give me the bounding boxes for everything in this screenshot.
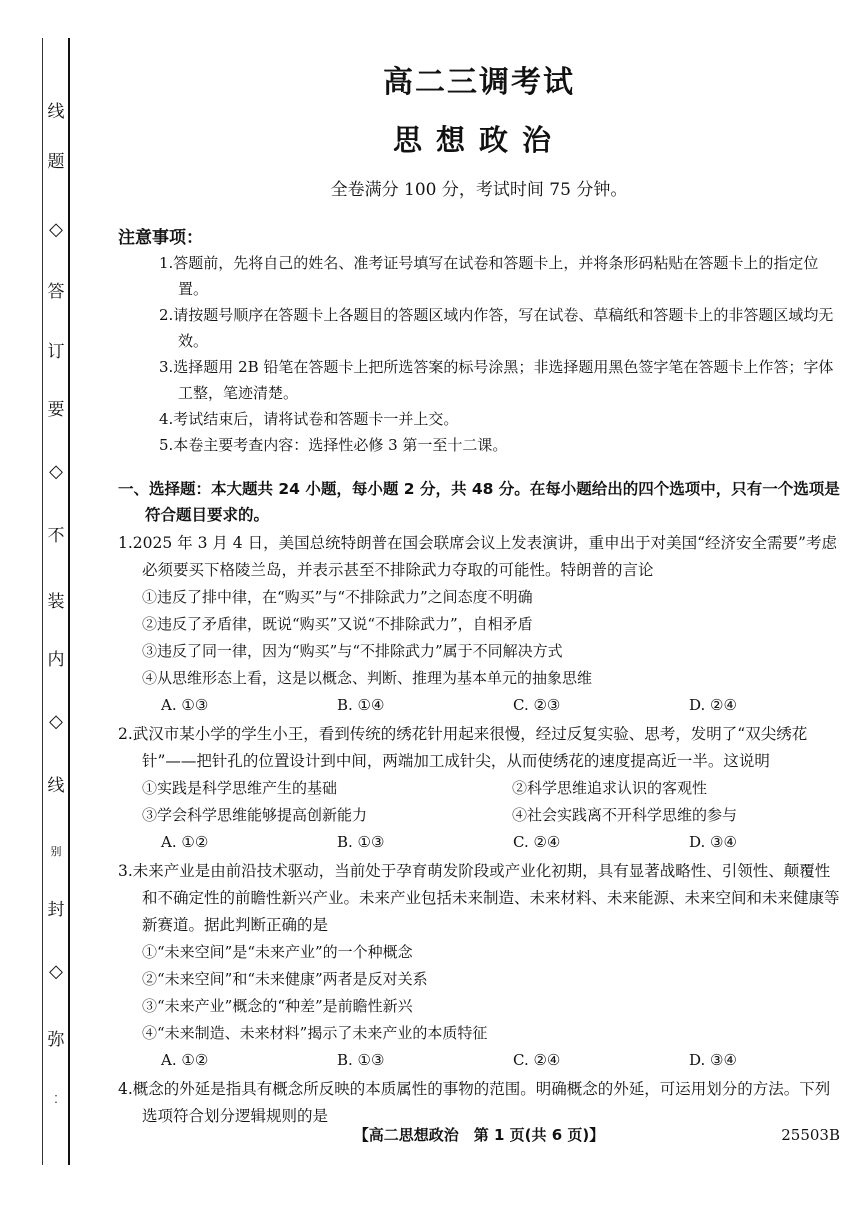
choice-a: A. ①②: [161, 1051, 209, 1069]
choice-a: A. ①③: [161, 696, 209, 714]
section-heading: 一、选择题：本大题共 24 小题，每小题 2 分，共 48 分。在每小题给出的四个选项中，只有一个选项是符合题目要求的。: [118, 480, 840, 524]
choice-d: D. ③④: [689, 1051, 737, 1069]
question-option: ②科学思维追求认识的客观性: [512, 779, 708, 797]
question-stem: 4.概念的外延是指具有概念所反映的本质属性的事物的范围。明确概念的外延，可运用划分的方法。下列选项符合划分逻辑规则的是: [118, 1080, 831, 1125]
notice-item: 5.本卷主要考查内容：选择性必修 3 第一至十二课。: [159, 436, 508, 454]
question-option: ④社会实践离不开科学思维的参与: [512, 806, 738, 824]
exam-info: 全卷满分 100 分，考试时间 75 分钟。: [330, 180, 628, 200]
answer-choices: [118, 829, 840, 856]
footer-page-info: 【高二思想政治 第 1 页(共 6 页)】: [353, 1126, 605, 1144]
binding-mark: 封: [44, 900, 68, 920]
question-3: [118, 858, 840, 1074]
notice-item: 4.考试结束后，请将试卷和答题卡一并上交。: [159, 410, 459, 428]
question-option: ③违反了同一律，因为“购买”与“不排除武力”属于不同解决方式: [142, 642, 563, 660]
question-option: ④从思维形态上看，这是以概念、判断、推理为基本单元的抽象思维: [142, 669, 593, 687]
binding-mark: 题: [44, 152, 68, 172]
question-stem: 1.2025 年 3 月 4 日，美国总统特朗普在国会联席会议上发表演讲，重申出于对美国“经济安全需要”考虑必须要买下格陵兰岛，并表示甚至不排除武力夺取的可能性。特朗普的言论: [118, 534, 837, 579]
notice-item: 2.请按题号顺序在答题卡上各题目的答题区域内作答，写在试卷、草稿纸和答题卡上的非答题区域均无效。: [159, 306, 834, 350]
question-1: [118, 530, 840, 719]
diamond-icon: ◇: [44, 962, 68, 982]
question-option: ③“未来产业”概念的“种差”是前瞻性新兴: [142, 997, 413, 1015]
exam-page: [118, 60, 840, 1130]
binding-mark: 答: [44, 282, 68, 302]
answer-choices: [118, 1047, 840, 1074]
diamond-icon: ◇: [44, 220, 68, 240]
choice-b: B. ①③: [337, 1051, 385, 1069]
choice-b: B. ①③: [337, 833, 385, 851]
binding-strip: [0, 0, 80, 1215]
choice-b: B. ①④: [337, 696, 385, 714]
binding-mark: 线: [44, 102, 68, 122]
binding-mark: 不: [44, 526, 68, 546]
question-option: ①“未来空间”是“未来产业”的一个种概念: [142, 943, 413, 961]
question-stem: 3.未来产业是由前沿技术驱动，当前处于孕育萌发阶段或产业化初期，具有显著战略性、引领性、颠覆性和不确定性的前瞻性新兴产业。未来产业包括未来制造、未来材料、未来能源、未来空间和未来健康等新赛道。据此判断正确的是: [118, 862, 840, 934]
question-option: ①实践是科学思维产生的基础: [142, 779, 338, 797]
binding-mark: 要: [44, 400, 68, 420]
binding-mark: 装: [44, 592, 68, 612]
binding-line-outer: [42, 38, 43, 1165]
notice-heading: 注意事项：: [118, 228, 203, 248]
choice-c: C. ②③: [513, 696, 561, 714]
binding-mark: 弥: [44, 1030, 68, 1050]
notice-item: 1.答题前，先将自己的姓名、准考证号填写在试卷和答题卡上，并将条形码粘贴在答题卡上的指定位置。: [159, 254, 819, 298]
question-option: ③学会科学思维能够提高创新能力: [142, 806, 368, 824]
question-2: [118, 721, 840, 856]
binding-mark: 内: [44, 650, 68, 670]
answer-choices: [118, 692, 840, 719]
exam-title: 高二三调考试: [383, 65, 575, 100]
binding-line-inner: [68, 38, 70, 1165]
page-footer: [118, 1120, 840, 1150]
question-option: ②违反了矛盾律，既说“购买”又说“不排除武力”，自相矛盾: [142, 615, 533, 633]
diamond-icon: ◇: [44, 462, 68, 482]
question-option: ④“未来制造、未来材料”揭示了未来产业的本质特征: [142, 1024, 488, 1042]
choice-c: C. ②④: [513, 1051, 561, 1069]
diamond-icon: ◇: [44, 712, 68, 732]
option-grid: [118, 775, 840, 829]
notice-list: [118, 250, 840, 458]
choice-d: D. ③④: [689, 833, 737, 851]
choice-d: D. ②④: [689, 696, 737, 714]
question-stem: 2.武汉市某小学的学生小王，看到传统的绣花针用起来很慢，经过反复实验、思考，发明了“双尖绣花针”——把针孔的位置设计到中间，两端加工成针尖，从而使绣花的速度提高近一半。这说明: [118, 725, 808, 770]
binding-mark: ⁚: [44, 1090, 68, 1110]
question-option: ①违反了排中律，在“购买”与“不排除武力”之间态度不明确: [142, 588, 533, 606]
subject-title: 思想政治: [392, 123, 565, 157]
binding-mark: 别: [44, 842, 68, 862]
paper-code: 25503B: [781, 1126, 840, 1144]
binding-mark: 线: [44, 776, 68, 796]
binding-mark: 订: [44, 342, 68, 362]
notice-item: 3.选择题用 2B 铅笔在答题卡上把所选答案的标号涂黑；非选择题用黑色签字笔在答题卡上作答；字体工整，笔迹清楚。: [159, 358, 834, 402]
choice-c: C. ②④: [513, 833, 561, 851]
choice-a: A. ①②: [161, 833, 209, 851]
question-option: ②“未来空间”和“未来健康”两者是反对关系: [142, 970, 428, 988]
